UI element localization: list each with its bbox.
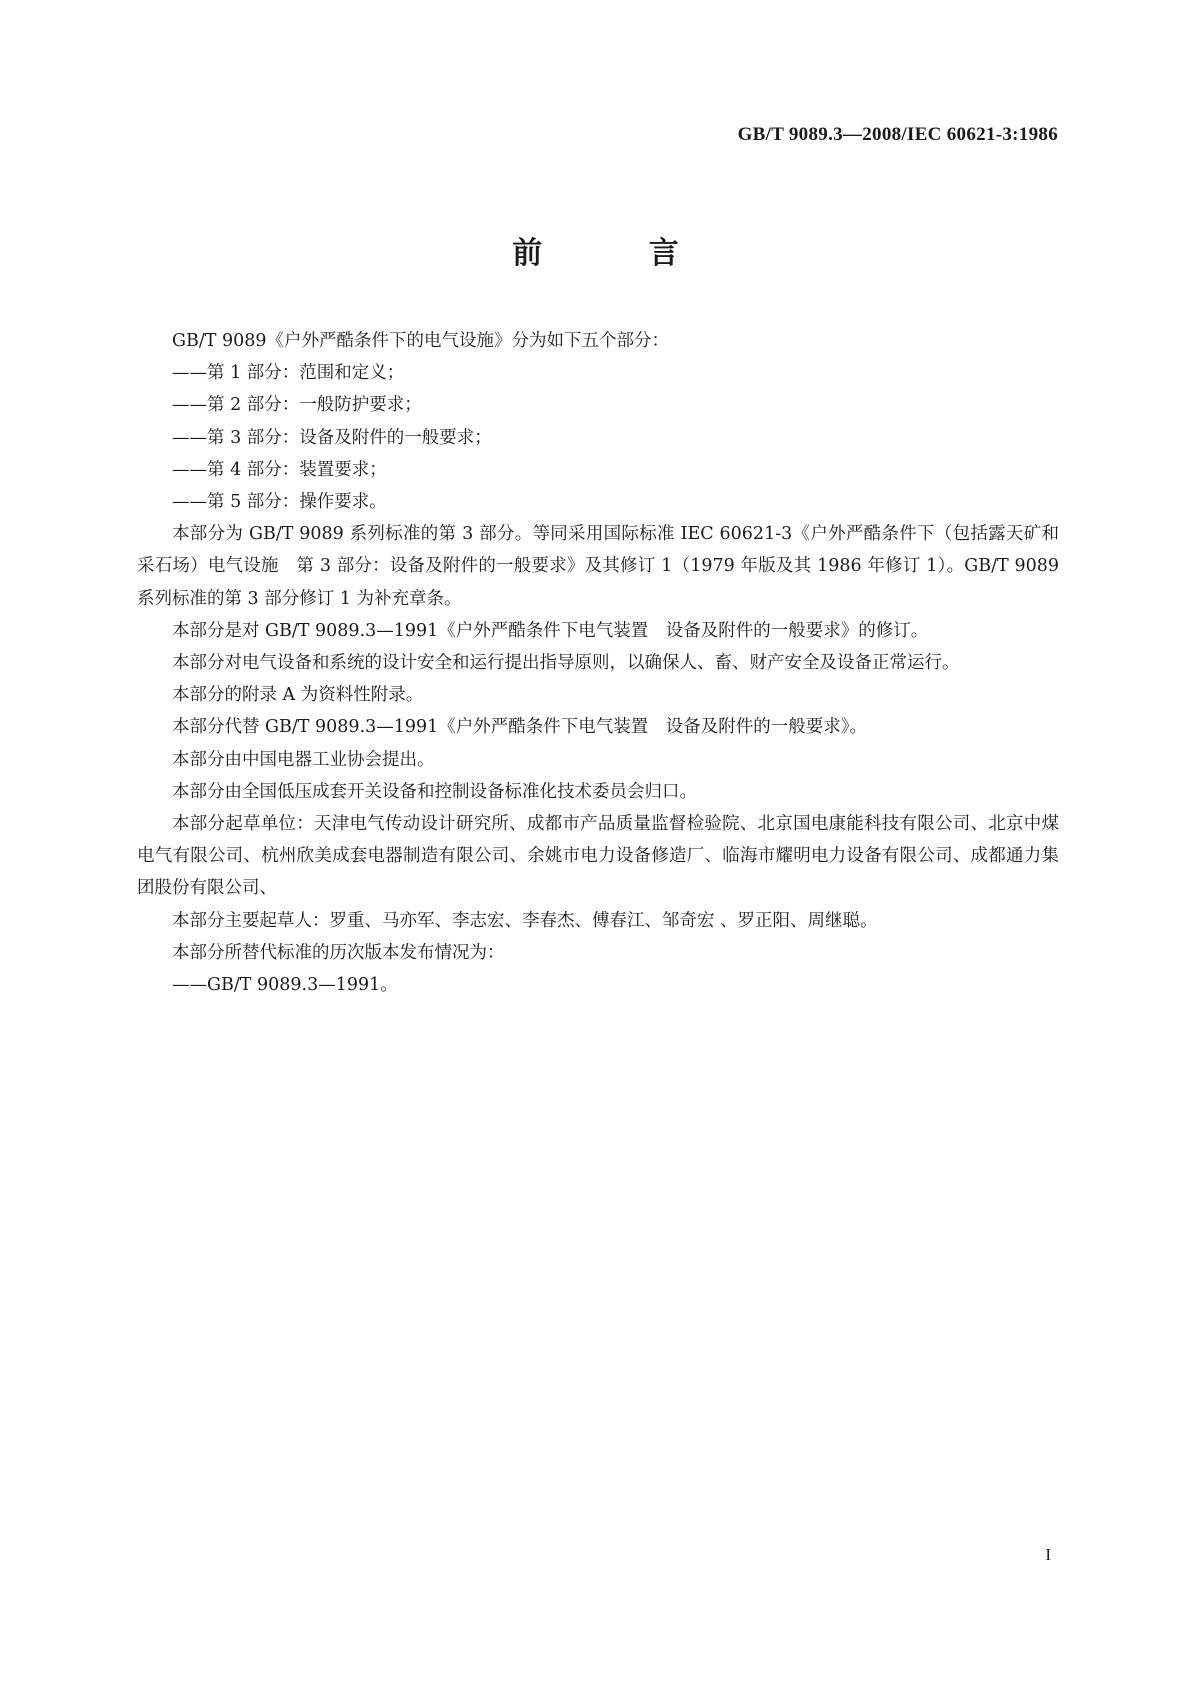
history-list-item: ——GB/T 9089.3—1991。 xyxy=(172,975,398,996)
list-item-part-4: ——第 4 部分：装置要求； xyxy=(172,459,387,480)
annex-paragraph: 本部分的附录 A 为资料性附录。 xyxy=(172,685,424,706)
page-title: 前 言 xyxy=(512,236,727,271)
replacement-paragraph: 本部分代替 GB/T 9089.3—1991《户外严酷条件下电气装置 设备及附件的一般要求》。 xyxy=(172,717,868,738)
purpose-paragraph: 本部分对电气设备和系统的设计安全和运行提出指导原则，以确保人、畜、财产安全及设备正常运行。 xyxy=(172,653,960,674)
list-item-part-3: ——第 3 部分：设备及附件的一般要求； xyxy=(172,427,492,448)
adoption-paragraph: 本部分为 GB/T 9089 系列标准的第 3 部分。等同采用国际标准 IEC 60621-3《户外严酷条件下（包括露天矿和采石场）电气设施 第 3 部分：设备及附件的一般要求》及其修订 1（1979 年版及其 1986 年修订 1）。GB/T 9089 系列标准的第 3 部分修订 1 为补充章条。 xyxy=(137,524,1059,609)
revision-paragraph: 本部分是对 GB/T 9089.3—1991《户外严酷条件下电气装置 设备及附件的一般要求》的修订。 xyxy=(172,620,929,641)
list-item-part-5: ——第 5 部分：操作要求。 xyxy=(172,492,387,513)
foreword-body xyxy=(137,325,1059,1001)
committee-paragraph: 本部分由全国低压成套开关设备和控制设备标准化技术委员会归口。 xyxy=(172,781,697,802)
list-item-part-1: ——第 1 部分：范围和定义； xyxy=(172,363,405,384)
list-item-part-2: ——第 2 部分：一般防护要求； xyxy=(172,395,422,416)
proposer-paragraph: 本部分由中国电器工业协会提出。 xyxy=(172,749,435,770)
drafting-units-paragraph: 本部分起草单位：天津电气传动设计研究所、成都市产品质量监督检验院、北京国电康能科技有限公司、北京中煤电气有限公司、杭州欣美成套电器制造有限公司、余姚市电力设备修造厂、临海市耀明电力设备有限公司、成都通力集团股份有限公司、 xyxy=(137,814,1059,899)
standard-number-header: GB/T 9089.3—2008/IEC 60621-3:1986 xyxy=(737,124,1058,145)
page-number: I xyxy=(1045,1545,1051,1564)
history-intro-paragraph: 本部分所替代标准的历次版本发布情况为： xyxy=(172,942,505,963)
intro-paragraph: GB/T 9089《户外严酷条件下的电气设施》分为如下五个部分： xyxy=(172,331,670,351)
drafters-paragraph: 本部分主要起草人：罗重、马亦军、李志宏、李春杰、傅春江、邹奇宏 、罗正阳、周继聪。 xyxy=(172,910,878,931)
